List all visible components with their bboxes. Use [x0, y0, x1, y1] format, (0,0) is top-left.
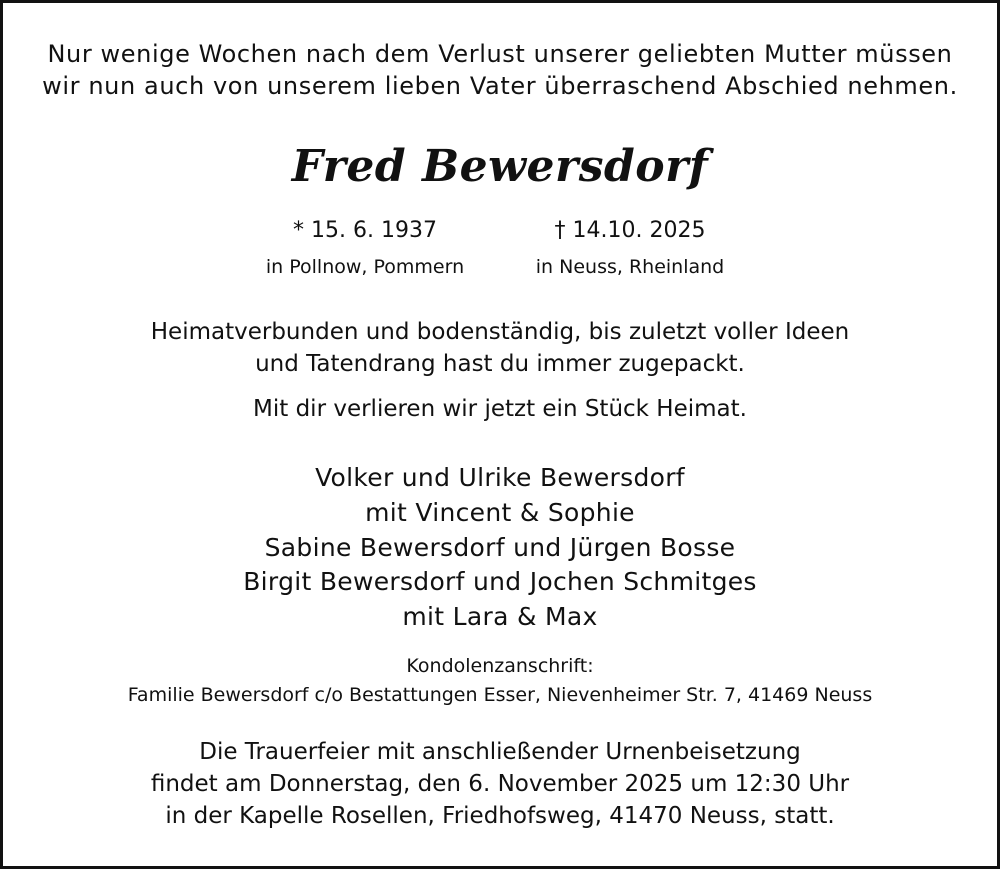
verse-line-2: und Tatendrang hast du immer zugepackt. [255, 351, 745, 377]
death-place: in Neuss, Rheinland [535, 256, 725, 278]
birth-date: * 15. 6. 1937 [293, 218, 437, 243]
family-line-5: mit Lara & Max [402, 602, 598, 631]
service-line-1: Die Trauerfeier mit anschließender Urnenbeisetzung [199, 739, 801, 765]
family-line-4: Birgit Bewersdorf und Jochen Schmitges [243, 567, 757, 596]
deceased-name: Fred Bewersdorf [291, 141, 709, 192]
condolence-label: Kondolenzanschrift: [406, 655, 594, 677]
birth-place: in Pollnow, Pommern [265, 256, 465, 278]
intro-line-1: Nur wenige Wochen nach dem Verlust unserer geliebten Mutter müssen [47, 40, 953, 68]
intro-line-2: wir nun auch von unserem lieben Vater überraschend Abschied nehmen. [42, 72, 958, 100]
death-date: † 14.10. 2025 [554, 218, 706, 243]
service-line-3: in der Kapelle Rosellen, Friedhofsweg, 41470 Neuss, statt. [165, 803, 835, 829]
family-line-3: Sabine Bewersdorf und Jürgen Bosse [264, 533, 736, 562]
condolence-address: Familie Bewersdorf c/o Bestattungen Esser, Nievenheimer Str. 7, 41469 Neuss [127, 684, 873, 706]
verse-line-3: Mit dir verlieren wir jetzt ein Stück Heimat. [253, 396, 747, 422]
family-line-1: Volker und Ulrike Bewersdorf [315, 463, 685, 492]
service-line-2: findet am Donnerstag, den 6. November 2025 um 12:30 Uhr [150, 771, 850, 797]
family-line-2: mit Vincent & Sophie [365, 498, 635, 527]
verse-line-1: Heimatverbunden und bodenständig, bis zuletzt voller Ideen [150, 319, 850, 345]
